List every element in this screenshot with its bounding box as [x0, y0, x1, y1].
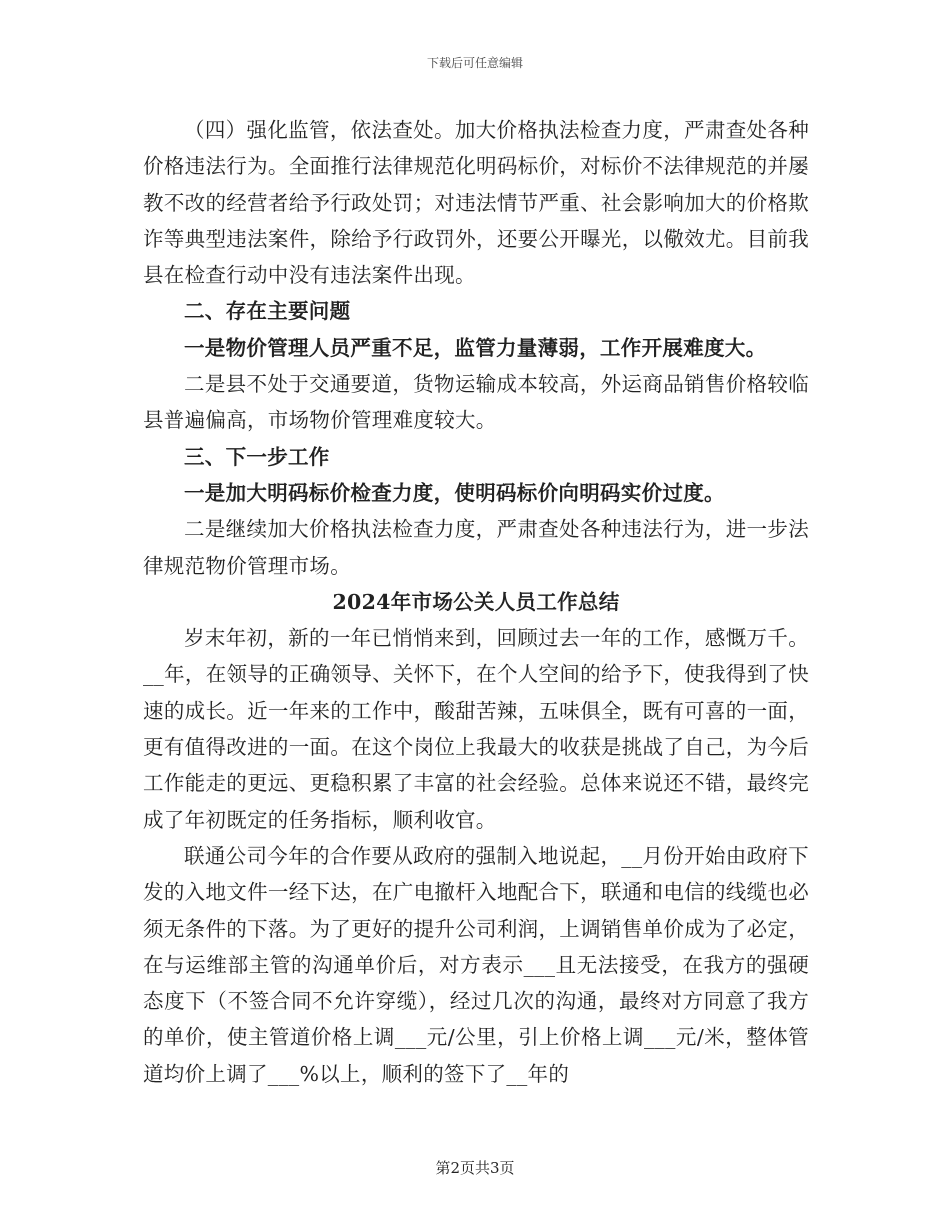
next-step-item-1: 一是加大明码标价检查力度，使明码标价向明码实价过度。 [184, 480, 725, 505]
paragraph-strengthen-supervision: （四）强化监管，依法查处。加大价格执法检查力度，严肃查处各种价格违法行为。全面推行法律规范化明码标价，对标价不法律规范的并屡教不改的经营者给予行政处罚；对违法情节严重、社会影响加大的价格欺诈等典型违法案件，除给予行政罚外，还要公开曝光，以儆效尤。目前我县在检查行动中没有违法案件出现。 [143, 118, 809, 288]
problem-item-1: 一是物价管理人员严重不足，监管力量薄弱，工作开展难度大。 [184, 335, 767, 360]
section-heading-next-steps: 三、下一步工作 [184, 444, 330, 469]
next-step-item-2: 二是继续加大价格执法检查力度，严肃查处各种违法行为，进一步法律规范物价管理市场。 [143, 517, 809, 578]
page-header: 下载后可任意编辑 [426, 56, 523, 70]
document-body [143, 112, 809, 1092]
page-number: 第2页共3页 [435, 1159, 515, 1177]
paragraph-year-review: 岁末年初，新的一年已悄悄来到，回顾过去一年的工作，感慨万千。__年，在领导的正确领导、关怀下，在个人空间的给予下，使我得到了快速的成长。近一年来的工作中，酸甜苦辣，五味俱全，既有可喜的一面，更有值得改进的一面。在这个岗位上我最大的收获是挑战了自己，为今后工作能走的更远、更稳积累了丰富的社会经验。总体来说还不错，最终完成了年初既定的任务指标，顺利收官。 [143, 626, 809, 832]
problem-item-2: 二是县不处于交通要道，货物运输成本较高，外运商品销售价格较临县普遍偏高，市场物价管理难度较大。 [143, 372, 809, 433]
document-title: 2024年市场公关人员工作总结 [332, 589, 620, 614]
section-heading-main-problems: 二、存在主要问题 [184, 299, 351, 324]
paragraph-unicom-cooperation: 联通公司今年的合作要从政府的强制入地说起，__月份开始由政府下发的入地文件一经下达，在广电撤杆入地配合下，联通和电信的线缆也必须无条件的下落。为了更好的提升公司利润，上调销售单价成为了必定，在与运维部主管的沟通单价后，对方表示___且无法接受，在我方的强硬态度下（不签合同不允许穿缆），经过几次的沟通，最终对方同意了我方的单价，使主管道价格上调___元/公里，引上价格上调___元/米，整体管道均价上调了___%以上，顺利的签下了__年的 [143, 843, 809, 1086]
